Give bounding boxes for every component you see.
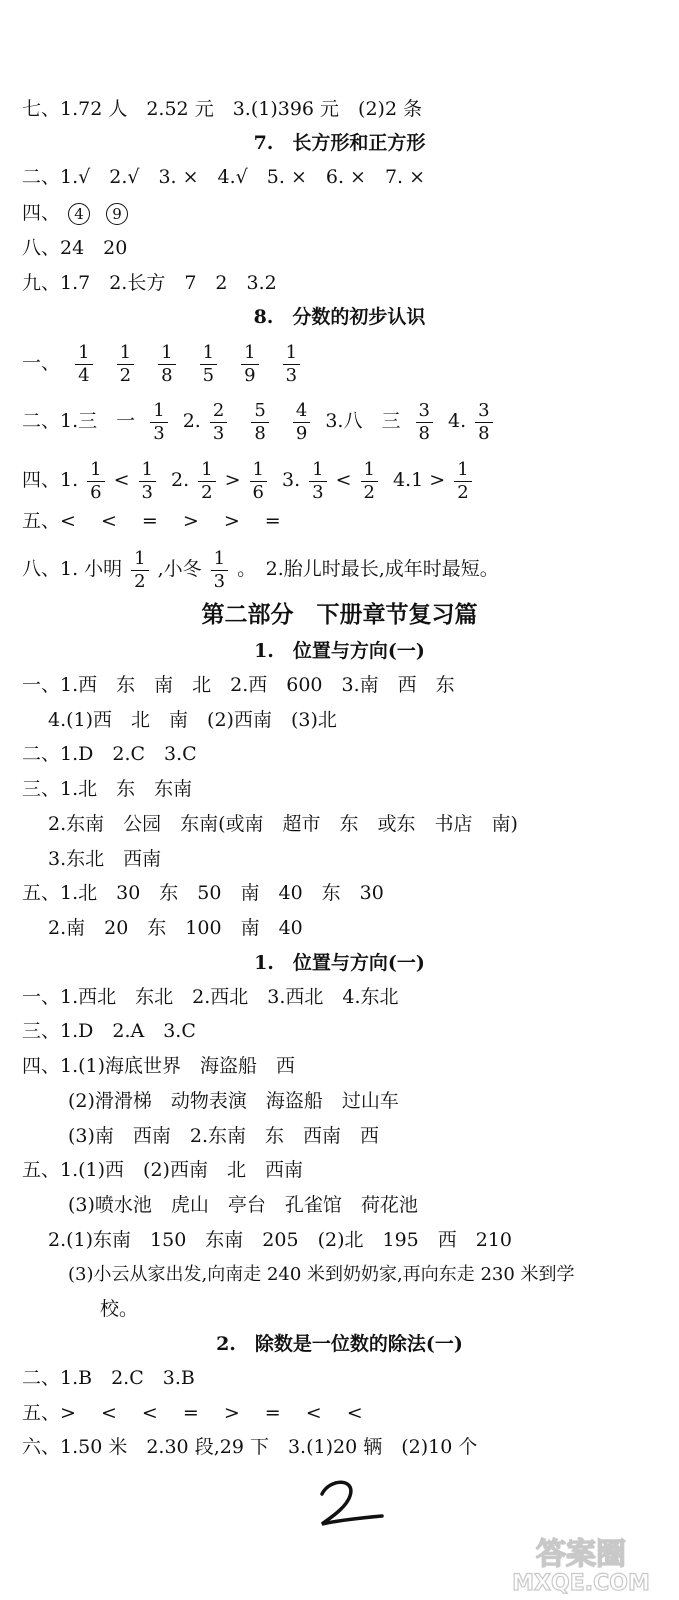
fraction: $\frac{2}{3}$	[210, 401, 227, 444]
page-number	[316, 1472, 386, 1536]
answer-line: 校。	[100, 1298, 139, 1320]
answer-line: 五、1.北 30 东 50 南 40 东 30	[22, 882, 384, 904]
circled-number: 9	[106, 203, 128, 225]
question-prefix: 一、	[22, 352, 61, 374]
section-heading-fractions: 8. 分数的初步认识	[253, 306, 426, 328]
fraction: $\frac{1}{2}$	[117, 343, 134, 386]
fraction: $\frac{1}{6}$	[87, 460, 104, 503]
answer-line: 2.南 20 东 100 南 40	[48, 917, 303, 939]
answer-line: (3)小云从家出发,向南走 240 米到奶奶家,再向东走 230 米到学	[68, 1264, 575, 1285]
answer-line: (3)南 西南 2.东南 东 西南 西	[68, 1125, 380, 1147]
answer-line: 五、1.(1)西 (2)西南 北 西南	[22, 1159, 303, 1181]
svg-text:MXQE.COM: MXQE.COM	[512, 1571, 650, 1594]
fraction: $\frac{1}{9}$	[241, 343, 258, 386]
fraction-answer-line: 四、1. $\frac{1}{6}$ < $\frac{1}{3}$ 2. $\frac{1}{2}$ > $\frac{1}{6}$ 3. $\frac{1}{3}$ < $\frac{1}{2}$ 4.1 > $\frac{1}{2}$	[22, 455, 481, 505]
part-heading: 第二部分 下册章节复习篇	[201, 601, 478, 628]
fraction: $\frac{4}{9}$	[293, 401, 310, 444]
section-heading-rectangles: 7. 长方形和正方形	[253, 132, 426, 154]
answer-line: 五、> < < = > = < <	[22, 1402, 363, 1424]
answer-line: 五、< < = > > =	[22, 510, 281, 532]
fraction: $\frac{1}{3}$	[283, 343, 300, 386]
fraction-answer-line: 二、1.三 一 $\frac{1}{3}$ 2. $\frac{2}{3}$ $\frac{5}{8}$ $\frac{4}{9}$ 3.八 三 $\frac{3}{8}$ 4. $\frac{3}{8}$	[22, 396, 502, 446]
answer-line: 八、24 20	[22, 237, 128, 259]
answer-line: 二、1.√ 2.√ 3. × 4.√ 5. × 6. × 7. ×	[22, 166, 426, 188]
fraction: $\frac{1}{2}$	[361, 460, 378, 503]
answer-line	[22, 200, 136, 226]
circled-number: 4	[68, 203, 90, 225]
answer-line: 九、1.7 2.长方 7 2 3.2	[22, 272, 277, 294]
fraction: $\frac{1}{3}$	[309, 460, 326, 503]
fraction: $\frac{1}{8}$	[158, 343, 175, 386]
answer-line: 2.东南 公园 东南(或南 超市 东 或东 书店 南)	[48, 813, 518, 835]
watermark-logo	[491, 1532, 671, 1594]
answer-line: 四、1.(1)海底世界 海盗船 西	[22, 1055, 296, 1077]
fraction: $\frac{3}{8}$	[475, 401, 492, 444]
answer-line: 4.(1)西 北 南 (2)西南 (3)北	[48, 709, 337, 731]
answer-line: 一、1.西北 东北 2.西北 3.西北 4.东北	[22, 986, 399, 1008]
fraction: $\frac{1}{2}$	[454, 460, 471, 503]
answer-line: 二、1.D 2.C 3.C	[22, 743, 197, 765]
answer-line: 一、1.西 东 南 北 2.西 600 3.南 西 东	[22, 674, 455, 696]
answer-line: (3)喷水池 虎山 亭台 孔雀馆 荷花池	[68, 1194, 418, 1216]
fraction: $\frac{1}{3}$	[150, 401, 167, 444]
fraction: $\frac{1}{2}$	[131, 549, 148, 592]
answer-line: 三、1.D 2.A 3.C	[22, 1020, 196, 1042]
answer-line: 七、1.72 人 2.52 元 3.(1)396 元 (2)2 条	[22, 98, 423, 120]
fraction: $\frac{1}{3}$	[211, 549, 228, 592]
fraction: $\frac{1}{3}$	[139, 460, 156, 503]
fraction-answer-line: 八、1. 小明 $\frac{1}{2}$ ,小冬 $\frac{1}{3}$ 。 2.胎儿时最长,成年时最短。	[22, 547, 499, 592]
answer-line: 三、1.北 东 东南	[22, 778, 193, 800]
fraction: $\frac{1}{2}$	[198, 460, 215, 503]
section-heading-position: 1. 位置与方向(一)	[254, 952, 425, 974]
answer-line: 二、1.B 2.C 3.B	[22, 1367, 195, 1389]
section-heading-division: 2. 除数是一位数的除法(一)	[216, 1333, 463, 1355]
fraction-answer-line	[22, 338, 309, 388]
fraction: $\frac{1}{5}$	[200, 343, 217, 386]
fraction: $\frac{3}{8}$	[416, 401, 433, 444]
section-heading-position: 1. 位置与方向(一)	[254, 640, 425, 662]
fraction: $\frac{5}{8}$	[251, 401, 268, 444]
svg-text:答案圈: 答案圈	[536, 1537, 626, 1572]
page-number-drawing	[316, 1472, 386, 1532]
answer-line: 3.东北 西南	[48, 848, 162, 870]
fraction: $\frac{1}{6}$	[250, 460, 267, 503]
answer-line: (2)滑滑梯 动物表演 海盗船 过山车	[68, 1090, 399, 1112]
fraction: $\frac{1}{4}$	[75, 343, 92, 386]
svg-text:2: 2	[316, 1472, 317, 1473]
answer-line: 2.(1)东南 150 东南 205 (2)北 195 西 210	[48, 1229, 513, 1251]
question-prefix: 四、	[22, 202, 61, 224]
answer-line: 六、1.50 米 2.30 段,29 下 3.(1)20 辆 (2)10 个	[22, 1436, 478, 1458]
